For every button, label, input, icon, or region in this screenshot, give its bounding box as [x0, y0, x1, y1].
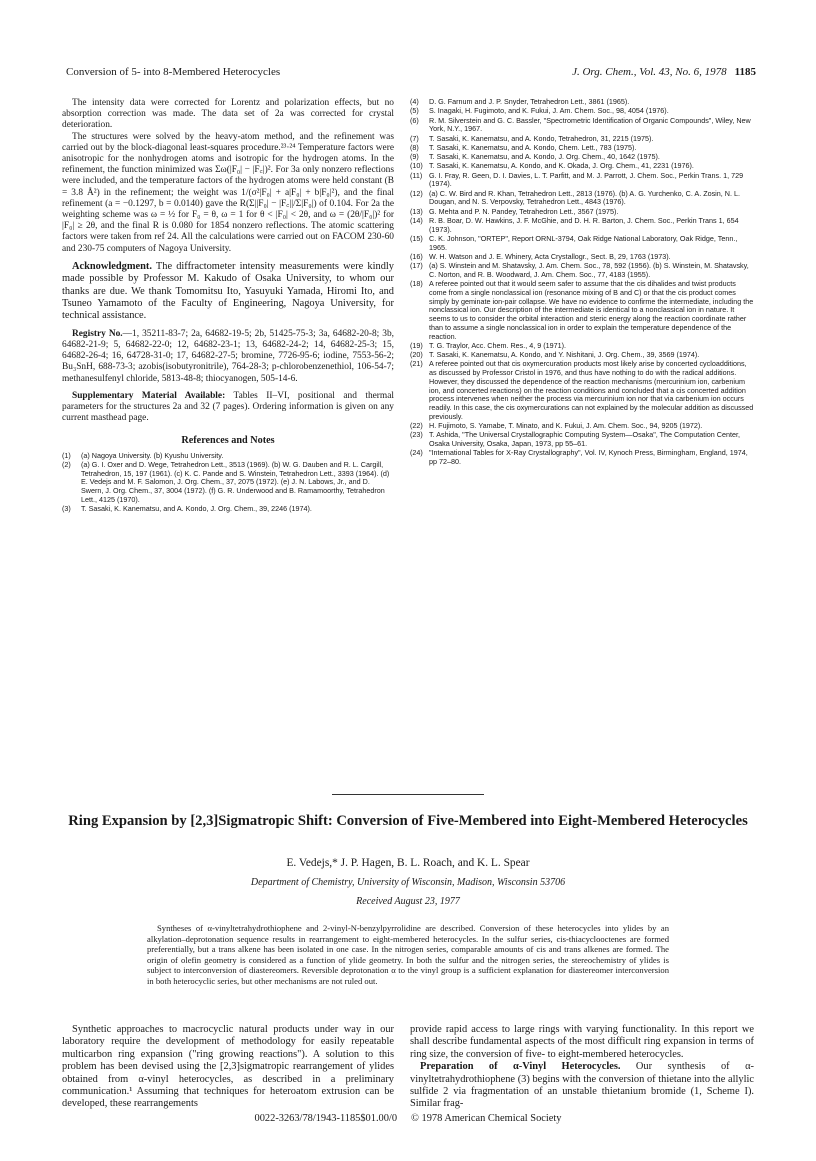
reference-item [410, 280, 754, 341]
reference-item [410, 172, 754, 189]
reference-text: S. Inagaki, H. Fugimoto, and K. Fukui, J. Am. Chem. Soc., 98, 4054 (1976). [429, 106, 669, 116]
reference-number: (16) [410, 252, 423, 262]
reference-text: G. I. Fray, R. Geen, D. I. Davies, L. T. Parfitt, and M. J. Parrott, J. Chem. Soc., Perkin Trans. 1, 729 (1974). [429, 170, 744, 189]
reference-text: (a) Nagoya University. (b) Kyushu University. [81, 450, 224, 460]
reference-text: (a) G. I. Oxer and D. Wege, Tetrahedron Lett., 3513 (1969). (b) W. G. Dauben and R. L. Cargill, Tetrahedron, 15, 197 (1961). (c) K. C. Pande and S. Winstein, Tetrahedron Lett., 3393 (1964). (d) E. Vedejs and M. F. Salomon, J. Org. Chem., 37, 2075 (1972). (e) J. N. Labows, Jr., and D. Swern, J. Org. Chem., 37, 3004 (1972). (f) G. R. Underwood and B. Ramamoorthy, Tetrahedron Lett., 4125 (1970). [81, 460, 390, 504]
running-header [66, 66, 756, 80]
article-code: 0022-3263/78/1943-1185$01.00/0 [254, 1113, 398, 1124]
reference-item [62, 461, 394, 505]
section-divider [332, 794, 484, 795]
reference-text: W. H. Watson and J. E. Whinery, Acta Crystallogr., Sect. B, 29, 1763 (1973). [429, 252, 671, 262]
journal-citation [572, 66, 756, 78]
reference-item [410, 190, 754, 207]
reference-item [410, 360, 754, 421]
reference-text: R. M. Silverstein and G. C. Bassler, "Spectrometric Identification of Organic Compounds", Wiley, New York, N.Y., 1967. [429, 115, 751, 134]
reference-text: D. G. Farnum and J. P. Snyder, Tetrahedron Lett., 3861 (1965). [429, 97, 630, 106]
reference-number: (4) [410, 97, 419, 106]
reference-number: (8) [410, 142, 419, 152]
right-column-references [410, 98, 754, 467]
registry-heading: Registry No. [72, 328, 123, 339]
reference-text: A referee pointed out that cis oxymercuration products most likely arise by concerted cycloadditions, as discussed by Professor Cristol in 1976, and thus have nothing to do with the radical additions. However, they discussed the dependence of the reaction mechanisms (mercurinium ion, carbenium ion, and concerted reactions) on the reaction conditions and concluded that a cis concerted addition process intervenes when neither the process via mercurinium ion nor that via carbenium ion occurs readily. In this case, the cis oxymercurations can not explained by the molecular addition as discussed previously. [429, 359, 754, 421]
article-affiliation: Department of Chemistry, University of Wisconsin, Madison, Wisconsin 53706 [250, 877, 566, 888]
acknowledgment-paragraph [62, 261, 394, 323]
reference-text: T. Ashida, "The Universal Crystallographic Computing System—Osaka", The Computation Center, Osaka University, Osaka, Japan, 1973, pp 55–61. [429, 430, 740, 448]
reference-number: (24) [410, 448, 423, 458]
reference-item [410, 117, 754, 134]
reference-number: (6) [410, 115, 419, 125]
reference-number: (22) [410, 421, 423, 430]
reference-number: (11) [410, 170, 423, 180]
supplementary-text: Tables II–VI, positional and thermal parameters for the structures 2a and 32 (7 pages). Ordering information is given on any current masthead page. [62, 390, 394, 424]
reference-number: (5) [410, 106, 419, 116]
reference-text: (a) C. W. Bird and R. Khan, Tetrahedron Lett., 2813 (1976). (b) A. G. Yurchenko, C. A. Zosin, N. L. Dougan, and N. S. Verpovsky, Tetrahedron Lett., 4843 (1976). [429, 188, 740, 207]
supplementary-paragraph [62, 391, 394, 425]
reference-number: (1) [62, 450, 71, 460]
reference-text: "International Tables for X-Ray Crystallography", Vol. IV, Kynoch Press, Birmingham, England, 1974, pp 72–80. [429, 448, 748, 466]
reference-text: (a) S. Winstein and M. Shatavsky, J. Am. Chem. Soc., 78, 592 (1956). (b) S. Winstein, M. Shatavsky, C. Norton, and R. B. Woodward, J. Am. Chem. Soc., 77, 4183 (1955). [429, 261, 749, 280]
reference-text: T. Sasaki, K. Kanematsu, and A. Kondo, J. Org. Chem., 39, 2246 (1974). [81, 504, 312, 514]
reference-number: (9) [410, 152, 419, 162]
references-list-left [62, 452, 394, 514]
reference-item [62, 505, 394, 514]
reference-number: (13) [410, 206, 423, 216]
reference-text: A referee pointed out that it would seem safer to assume that the cis dihalides and twist products come from a single nonclassical ion (resonance mixing of B and C) or that the cis product comes simply by geminate ion-pair collapse. We have no evidence to confirme the intermediate, including the nonclassical ion. Our description of the intermediate is identical to a nonclassical ion in nature. It seems to us to consider the orbital interaction and steric energy along the reaction coordinate rather than to assume a single nonclassical ion in order to explain the temperature dependence of the reaction. [429, 279, 754, 341]
reference-number: (20) [410, 350, 423, 360]
reference-number: (14) [410, 216, 423, 226]
body-text-right [410, 1024, 754, 1111]
subsection-heading: Preparation of α-Vinyl Heterocycles. [420, 1061, 621, 1073]
reference-text: T. Sasaki, K. Kanematsu, and A. Kondo, Tetrahedron, 31, 2215 (1975). [429, 133, 654, 143]
intensity-paragraph: The intensity data were corrected for Lorentz and polarization effects, but no absorption correction was made. The data set of 2a was corrected for crystal deterioration. [62, 98, 394, 131]
reference-number: (21) [410, 359, 423, 369]
reference-item [410, 431, 754, 448]
reference-item [410, 217, 754, 234]
registry-paragraph [62, 329, 394, 385]
reference-number: (19) [410, 340, 423, 350]
structures-paragraph: The structures were solved by the heavy-atom method, and the refinement was carried out by the block-diagonal least-squares procedure.²³·²⁴ Temperature factors were anisotropic for the nonhydrogen atoms and isotropic for the hydrogen atoms. In the refinement, the function minimized was Σω(|F₀| − |F꜀|)². For 3a only nonzero reflections were included, and the temperature factors of the hydrogen atoms were held constant (B = 3.8 Å²) in the refinement; the weight was 1/(σ²|F₀| + a|F₀| + b|F₀|²), and the final refinement (a = −0.1297, b = 0.0140) gave the R(Σ||F₀| − |F꜀||/Σ|F₀|) of 0.104. For 2a the weighting scheme was ω = ½ for F₀ = θ, ω = 1 for θ < |F₀| < 2θ, and ω = (2θ/|F₀|)² for |F₀| ≥ 2θ, and the final R is 0.080 for 1854 nonzero reflections. The atomic scattering factors were taken from ref 24. All the calculations were carried out on FACOM 230-60 and 230-75 computers of Nagoya University. [62, 131, 394, 254]
page-footer [62, 1113, 754, 1124]
reference-text: T. Sasaki, K. Kanematsu, and A. Kondo, Chem. Lett., 783 (1975). [429, 142, 637, 152]
reference-text: T. G. Traylor, Acc. Chem. Res., 4, 9 (1971). [429, 340, 567, 350]
supplementary-heading: Supplementary Material Available: [72, 390, 226, 401]
reference-text: R. B. Boar, D. W. Hawkins, J. F. McGhie, and D. H. R. Barton, J. Chem. Soc., Perkin Trans 1, 654 (1973). [429, 216, 739, 234]
body-paragraph [410, 1061, 754, 1111]
references-heading: References and Notes [181, 434, 275, 446]
acknowledgment-heading: Acknowledgment. [72, 260, 152, 272]
reference-text: C. K. Johnson, "ORTEP", Report ORNL-3794, Oak Ridge National Laboratory, Oak Ridge, Tenn., 1965. [429, 234, 738, 252]
reference-number: (7) [410, 133, 419, 143]
reference-item [410, 262, 754, 279]
reference-number: (10) [410, 161, 423, 171]
reference-text: T. Sasaki, K. Kanematsu, and A. Kondo, J. Org. Chem., 40, 1642 (1975). [429, 152, 660, 162]
reference-number: (12) [410, 188, 423, 198]
reference-text: H. Fujimoto, S. Yamabe, T. Minato, and K. Fukui, J. Am. Chem. Soc., 94, 9205 (1972). [429, 421, 703, 430]
journal-name: J. Org. Chem., Vol. 43, No. 6, 1978 [572, 66, 727, 78]
reference-number: (2) [62, 460, 71, 469]
reference-text: T. Sasaki, K. Kanematsu, A. Kondo, and Y. Nishitani, J. Org. Chem., 39, 3569 (1974). [429, 350, 700, 360]
body-paragraph: provide rapid access to large rings with varying functionality. In this report we shall describe fundamental aspects of the most difficult ring expansion in terms of ring size, the conversion of five- to eight-membered heterocycles. [410, 1024, 754, 1060]
article-received-date: Received August 23, 1977 [356, 896, 460, 907]
registry-text: —1, 35211-83-7; 2a, 64682-19-5; 2b, 51425-75-3; 3a, 64682-20-8; 3b, 64682-21-9; 5, 64682-22-0; 12, 64682-23-1; 13, 64682-24-2; 14, 64682-25-3; 15, 64682-26-4; 16, 64728-31-0; 17, 64682-27-5; bromine, 7726-95-6; iodine, 7553-56-2; Bu₃SnH, 688-73-3; azobis(isobutyronitrile), 764-28-3; p-chlorobenzenethiol, 106-54-7; methanesulfenyl chloride, 5813-48-8; thiocyanogen, 505-14-6. [62, 328, 394, 384]
reference-number: (3) [62, 504, 71, 514]
reference-item [410, 449, 754, 466]
left-column [62, 98, 394, 514]
subsection-text: Our synthesis of α-vinyltetrahydrothiophene (3) begins with the conversion of thietane into the allylic sulfide 2 via fragmentation of an unstable thietanium bromide (1, Scheme I). Similar frag- [410, 1061, 754, 1110]
acknowledgment-text: The diffractometer intensity measurements were kindly made possible by Professor M. Kakudo of Osaka University, to whom our thanks are due. We thank Tomomitsu Ito, Yasuyuki Yamada, Hiromi Ito, and Tsuneo Yamamoto of the Faculty of Engineering, Nagoya University, for technical assistance. [62, 260, 394, 322]
reference-number: (15) [410, 234, 423, 244]
article-authors: E. Vedejs,* J. P. Hagen, B. L. Roach, and K. L. Spear [286, 857, 530, 869]
article-title: Ring Expansion by [2,3]Sigmatropic Shift: Conversion of Five-Membered into Eight-Membered Heterocycles [68, 813, 748, 829]
running-title: Conversion of 5- into 8-Membered Heterocycles [66, 66, 281, 78]
page-number: 1185 [734, 66, 756, 78]
body-text-left: Synthetic approaches to macrocyclic natural products under way in our laboratory require the development of methodology for easily repeatable multicarbon ring expansion ("ring growing reactions"). A solution to this problem has been devised using the [2,3]sigmatropic rearrangement of ylides obtained from α-vinyl heterocycles, as described in a preliminary communication.¹ Assuming that techniques for heteroatom extrusion can be developed, these rearrangements [62, 1024, 394, 1110]
reference-number: (18) [410, 279, 423, 289]
reference-text: T. Sasaki, K. Kanematsu, A. Kondo, and K. Okada, J. Org. Chem., 41, 2231 (1976). [429, 161, 694, 171]
reference-number: (23) [410, 430, 423, 440]
copyright-notice: © 1978 American Chemical Society [411, 1113, 562, 1124]
reference-text: G. Mehta and P. N. Pandey, Tetrahedron Lett., 3567 (1975). [429, 206, 619, 216]
article-abstract: Syntheses of α-vinyltetrahydrothiophene and 2-vinyl-N-benzylpyrrolidine are described. Conversion of these heterocycles into ylides by an alkylation–deprotonation sequence results in rearrangement to eight-membered heterocycles. In the sulfur series, cis-thiacyclooctenes are formed preferentially, but a trans alkene has been isolated in one case. In the nitrogen series, comparable amounts of cis and trans alkenes are formed. The origin of olefin geometry is considered as a function of ylide geometry. In both the sulfur and the nitrogen series, the stereochemistry of ylides is subject to interconversion of diastereomers. Reversible deprotonation α to the vinyl group is a sufficient explanation for diastereomer interconversion in both heterocyclic series, but other mechanisms are not ruled out. [147, 923, 669, 986]
reference-number: (17) [410, 261, 423, 271]
reference-item [410, 235, 754, 252]
